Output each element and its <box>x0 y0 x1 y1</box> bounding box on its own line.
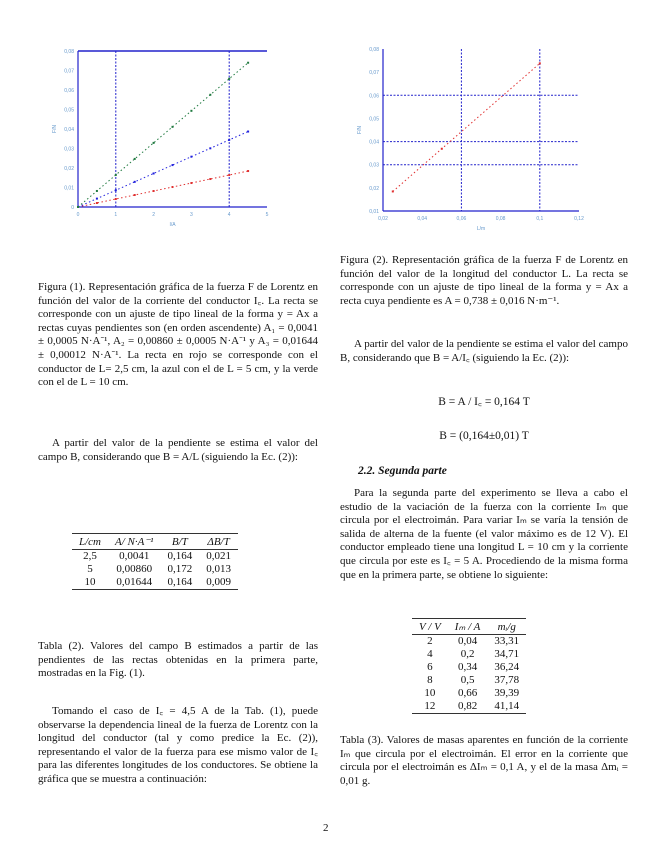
figure-2-caption: Figura (2). Representación gráfica de la fuerza F de Lorentz en función del valor de la longitud del conductor L. La recta se corresponde con un ajuste de tipo lineal de la forma y = Ax a recta cuya pendiente es A = 0,738 ± 0,016 N·m⁻¹. <box>340 254 628 307</box>
x-axis-label: I/A <box>169 222 176 228</box>
table-cell: 0,164 <box>160 576 199 590</box>
table-cell: 0,2 <box>460 648 475 660</box>
table-cell: 0,0041 <box>119 550 150 562</box>
y-tick-label: 0,01 <box>64 185 74 192</box>
y-tick-label: 0,08 <box>369 47 379 53</box>
x-tick-label: 1 <box>114 212 118 218</box>
table-cell: 8 <box>427 674 433 686</box>
table-cell: 0,00860 <box>116 563 153 575</box>
page-number: 2 <box>323 822 329 834</box>
paragraph-second-part: Para la segunda parte del experimento se lleva a cabo el estudio de la vaciación de la fuerza con la corriente Iₘ que circula por el electroimán. Para variar Iₘ se varía la tensión de salida de alterna de la fuente (el valor máximo es de 12 V). El conductor empleado tiene una longitud L = 10 cm y la corriente que circula por este es I꜀ = 5 A. Procediendo de la misma forma que en la primera parte, se obtiene lo siguiente: <box>340 487 628 581</box>
paragraph-field-estimate: A partir del valor de la pendiente se estima el valor del campo B, considerando que B = A/L (siguiendo la Ec. (2)): <box>38 437 318 463</box>
paragraph-length-dependence: Tomando el caso de I꜀ = 4,5 A de la Tab. (1), puede observarse la dependencia lineal de la fuerza de Lorentz con la longitud del conductor (tal y como predice la Ec. (2)), representando el valor de la fuerza para ese mismo valor de I꜀ para las diferentes longitudes de los conductores. Se obtiene la gráfica que se muestra a continuación: <box>38 705 318 785</box>
table-cell: 0,34 <box>457 661 478 673</box>
table-cell: 36,24 <box>494 661 520 673</box>
paragraph-field-from-slope: A partir del valor de la pendiente se estima el valor del campo B, considerando que B = A/I꜀ (siguiendo la Ec. (2)): <box>340 338 628 364</box>
table-3-header: V / V <box>412 619 448 635</box>
table-row <box>72 576 238 590</box>
y-tick-label: 0,01 <box>369 209 379 215</box>
table-2 <box>72 533 238 590</box>
y-tick-label: 0,02 <box>369 185 379 192</box>
table-row <box>412 687 526 700</box>
y-axis-label: F/N <box>357 125 363 135</box>
table-2-header: A/ N·A⁻¹ <box>108 534 160 550</box>
y-tick-label: 0,03 <box>369 162 379 169</box>
table-cell: 0,009 <box>199 576 238 590</box>
y-tick-label: 0 <box>71 205 74 211</box>
table-cell: 0,5 <box>460 674 475 686</box>
x-tick-label: 0,04 <box>417 216 428 222</box>
y-axis-label: F/N <box>52 124 58 134</box>
table-cell: 4 <box>427 648 433 660</box>
table-row <box>412 661 526 674</box>
y-tick-label: 0,05 <box>369 116 379 123</box>
table-row <box>412 635 526 649</box>
table-cell: 5 <box>87 563 93 575</box>
x-tick-label: 0,06 <box>456 216 467 222</box>
table-2-header: ΔB/T <box>199 534 238 550</box>
y-tick-label: 0,05 <box>64 107 74 114</box>
x-tick-label: 0 <box>76 212 80 218</box>
table-cell: 2,5 <box>83 550 97 562</box>
table-cell: 0,04 <box>457 635 478 647</box>
table-cell: 12 <box>412 700 448 714</box>
x-tick-label: 0,02 <box>378 216 388 222</box>
x-tick-label: 3 <box>190 212 193 218</box>
x-tick-label: 0,08 <box>495 216 506 222</box>
equation-b-value: B = A / I꜀ = 0,164 T <box>438 396 530 408</box>
x-tick-label: 0,12 <box>574 216 584 222</box>
table-3 <box>412 618 526 714</box>
y-tick-label: 0,06 <box>369 93 379 100</box>
table-cell: 0,66 <box>457 687 478 699</box>
table-cell: 0,01644 <box>108 576 160 590</box>
table-3-header: mᵢ/g <box>487 619 526 635</box>
table-cell: 39,39 <box>494 687 520 699</box>
table-cell: 34,71 <box>494 648 520 660</box>
table-cell: 0,021 <box>206 550 231 562</box>
table-cell: 0,82 <box>448 700 488 714</box>
y-tick-label: 0,07 <box>369 70 379 77</box>
table-3-caption: Tabla (3). Valores de masas aparentes en función de la corriente Iₘ que circula por el electroimán. El error en la corriente que circula por el electroimán es ΔIₘ = 0,1 A, y el de la masa Δmᵢ = 0,01 g. <box>340 734 628 787</box>
x-tick-label: 5 <box>265 212 269 218</box>
table-2-header: B/T <box>160 534 199 550</box>
data-point-red <box>539 62 541 64</box>
table-3-header: Iₘ / A <box>448 619 488 635</box>
table-row <box>412 674 526 687</box>
table-cell: 0,172 <box>167 563 193 575</box>
fit-line-red <box>393 63 540 191</box>
table-row <box>412 648 526 661</box>
table-cell: 41,14 <box>487 700 526 714</box>
table-cell: 0,013 <box>206 563 231 575</box>
table-2-header: L/cm <box>72 534 108 550</box>
table-cell: 0,164 <box>167 550 193 562</box>
table-row <box>72 550 238 564</box>
y-tick-label: 0,03 <box>64 146 74 153</box>
data-point-red <box>441 148 443 150</box>
x-tick-label: 4 <box>227 212 231 218</box>
table-2-caption: Tabla (2). Valores del campo B estimados a partir de las pendientes de las rectas obtenidas en la primera parte, mostradas en la Fig. (1). <box>38 640 318 680</box>
x-tick-label: 2 <box>152 212 155 218</box>
y-tick-label: 0,08 <box>64 49 74 55</box>
table-cell: 33,31 <box>494 635 520 647</box>
table-cell: 10 <box>72 576 108 590</box>
figure-2-chart <box>0 0 655 260</box>
section-heading: 2.2. Segunda parte <box>358 465 447 477</box>
equation-b-result: B = (0,164±0,01) T <box>439 430 529 442</box>
y-tick-label: 0,04 <box>64 127 74 133</box>
table-cell: 37,78 <box>494 674 520 686</box>
table-cell: 6 <box>427 661 433 673</box>
table-cell: 10 <box>424 687 436 699</box>
y-tick-label: 0,07 <box>64 68 74 75</box>
y-tick-label: 0,06 <box>64 88 74 94</box>
x-axis-label: L/m <box>476 226 486 232</box>
table-cell: 2 <box>427 635 433 647</box>
data-point-red <box>392 190 394 192</box>
y-tick-label: 0,04 <box>369 139 379 146</box>
table-row <box>412 700 526 714</box>
y-tick-label: 0,02 <box>64 166 74 172</box>
table-row <box>72 563 238 576</box>
figure-1-caption: Figura (1). Representación gráfica de la fuerza F de Lorentz en función del valor de la corriente del conductor I꜀. La recta se corresponde con un ajuste de tipo lineal de la forma y = Ax a rectas cuyas pendientes son (en orden ascendente) A₁ = 0,0041 ± 0,0005 N·A⁻¹, A₂ = 0,00860 ± 0,0005 N·A⁻¹ y A₃ = 0,01644 ± 0,00012 N·A⁻¹. La recta en rojo se corresponde con el conductor de L= 2,5 cm, la azul con el de L = 5 cm, y la verde con el de L = 10 cm. <box>38 281 318 389</box>
x-tick-label: 0,1 <box>536 216 544 222</box>
